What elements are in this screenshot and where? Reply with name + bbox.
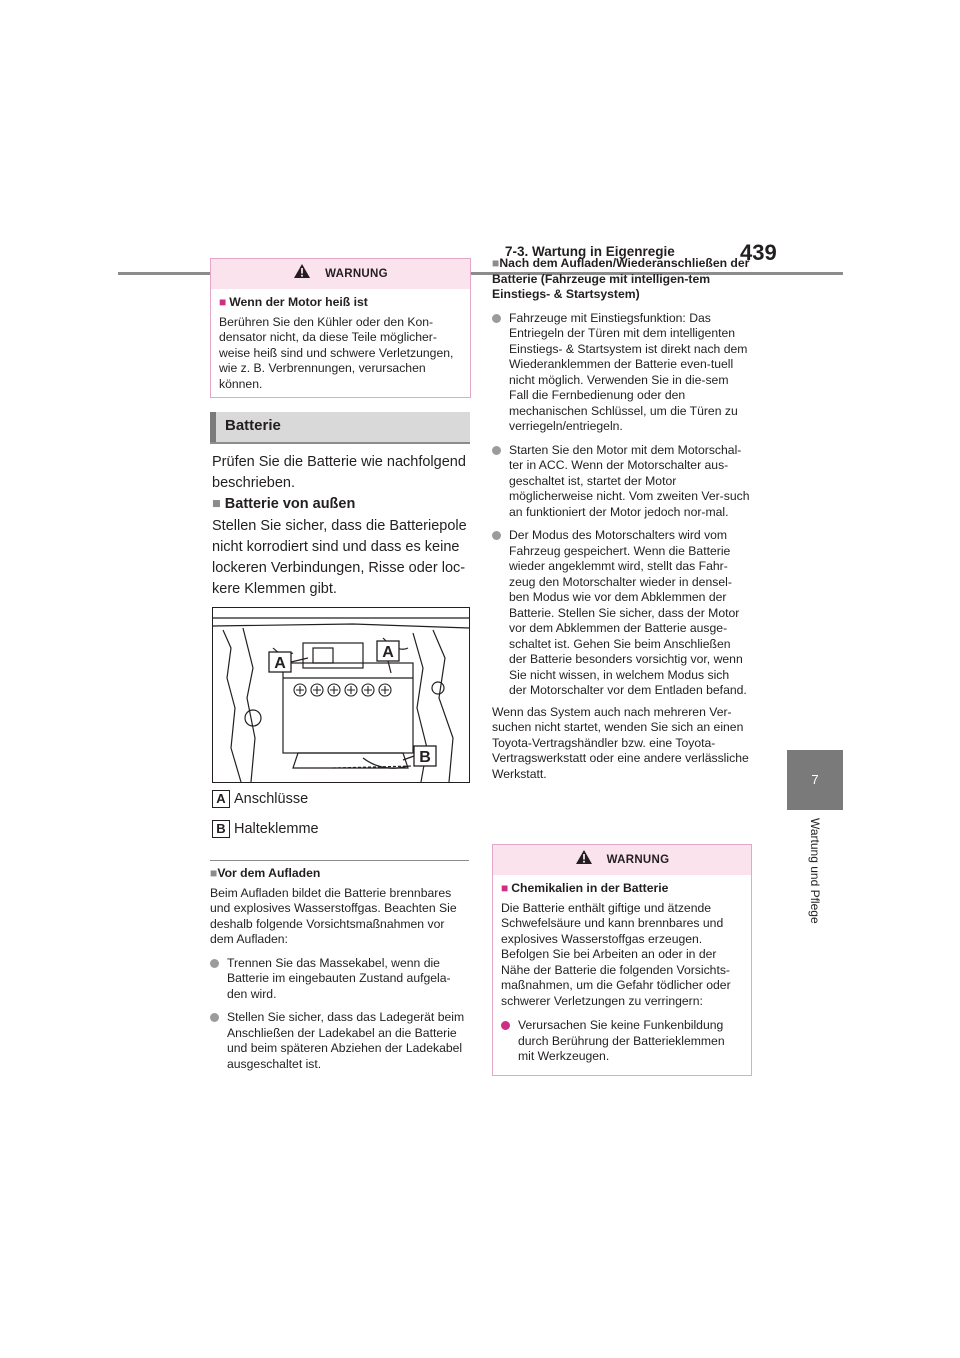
warning-body <box>493 875 751 1073</box>
list-item-text: Trennen Sie das Massekabel, wenn die Batterie im eingebauten Zustand aufgela-den wird. <box>227 955 451 1001</box>
charging-note <box>210 866 466 1072</box>
warning-title <box>219 295 462 311</box>
warning-text: Berühren Sie den Kühler oder den Kon-densator nicht, da diese Teile möglicher-weise heiß sind und schwere Verletzungen, wie z. B. Verbrennungen, verursachen können. <box>219 314 454 391</box>
list-item-text: Der Modus des Motorschalters wird vom Fahrzeug gespeichert. Wenn die Batterie wieder angeklemmt wird, stellt das Fahr-zeug den Motorschalter wieder in densel-ben Modus wie vor dem Abklemmen der Batterie. Stellen Sie sicher, dass der Motor vor dem Abklemmen der Batterie ausge-schaltet ist. Gehen Sie beim Anschließen der Batterie besonders vorsichtig vor, wenn Sie nicht wissen, in welchem Modus sich der Motorschalter vor dem Entladen befand. <box>509 528 747 697</box>
legend-item-a <box>212 789 308 810</box>
after-charging-title <box>492 256 750 303</box>
outside-text: Stellen Sie sicher, dass die Batteriepole nicht korrodiert sind und dass es keine lockeren Verbindungen, Risse oder loc-kere Klemmen gibt. <box>212 518 467 597</box>
chapter-label <box>787 818 843 958</box>
battery-illustration <box>212 607 470 783</box>
legend-text-b: Halteklemme <box>234 821 319 837</box>
list-item <box>492 443 750 521</box>
list-item <box>492 528 750 699</box>
warning-triangle-icon <box>293 263 311 279</box>
callout-a-left: A <box>274 655 286 672</box>
section-accent <box>210 412 216 442</box>
square-bullet-icon: ■ <box>501 881 509 895</box>
list-item-text: Verursachen Sie keine Funkenbildung durch Berührung der Batterieklemmen mit Werkzeugen. <box>518 1018 725 1063</box>
list-item <box>210 956 466 1003</box>
callout-b: B <box>419 749 431 766</box>
warning-body <box>211 289 470 400</box>
after-charging-note <box>492 256 750 782</box>
section-title: Batterie <box>225 417 281 434</box>
bullet-icon <box>210 959 219 968</box>
legend-key-a: A <box>212 790 230 808</box>
warning-text: Die Batterie enthält giftige und ätzende Schwefelsäure und kann brennbares und explosives Wasserstoffgas erzeugen. Befolgen Sie bei Arbeiten an oder in der Nähe der Batterie die folgenden Vorsichts-maßnahmen, um die Gefahr tödlicher oder schwerer Verletzungen zu verringern: <box>501 900 731 1008</box>
callout-a-right: A <box>382 644 394 661</box>
warning-label: WARNUNG <box>325 268 388 280</box>
page-number: 439 <box>740 240 777 265</box>
square-bullet-icon: ■ <box>210 866 218 880</box>
bullet-icon <box>492 314 501 323</box>
outside-heading <box>212 494 472 515</box>
charging-title <box>210 866 466 882</box>
bullet-icon <box>501 1021 510 1030</box>
square-bullet-icon: ■ <box>492 256 500 270</box>
bullet-icon <box>210 1013 219 1022</box>
battery-drawing <box>213 608 469 782</box>
legend-text-a: Anschlüsse <box>234 791 309 807</box>
warning-title-text: Wenn der Motor heiß ist <box>229 295 368 309</box>
warning-box-hot-engine <box>210 258 471 398</box>
legend-item-b <box>212 819 319 840</box>
divider <box>210 860 469 861</box>
after-charging-closing: Wenn das System auch nach mehreren Ver-suchen nicht startet, wenden Sie sich an einen Toyota-Vertragshändler bzw. eine Toyota-Vertragswerkstatt oder eine andere verlässliche Werkstatt. <box>492 704 749 781</box>
list-item-text: Fahrzeuge mit Einstiegsfunktion: Das Entriegeln der Türen mit dem intelligenten Einstiegs- & Startsystem ist direkt nach dem Wiederanklemmen der Batterie even-tuell nicht möglich. Verwenden Sie in die-sem Fall die Fernbedienung oder den mechanischen Schlüssel, um die Türen zu verriegeln/entriegeln. <box>509 310 748 433</box>
list-item <box>492 311 750 435</box>
warning-triangle-icon <box>575 849 593 865</box>
intro-text: Prüfen Sie die Batterie wie nachfolgend beschrieben. <box>212 454 466 491</box>
outside-heading-text: Batterie von außen <box>224 496 356 512</box>
warning-header <box>211 259 470 289</box>
section-header: 7-3. Wartung in Eigenregie <box>505 244 675 259</box>
chapter-label-text: Wartung und Pflege <box>808 818 822 924</box>
warning-title <box>501 881 743 897</box>
bullet-icon <box>492 446 501 455</box>
warning-header <box>493 845 751 875</box>
square-bullet-icon: ■ <box>219 295 227 309</box>
charging-title-text: Vor dem Aufladen <box>217 866 321 880</box>
bullet-icon <box>492 531 501 540</box>
warning-box-battery-chemicals <box>492 844 752 1076</box>
chapter-tab: 7 <box>787 750 843 810</box>
warning-label: WARNUNG <box>606 854 670 866</box>
charging-text: Beim Aufladen bildet die Batterie brennbares und explosives Wasserstoffgas. Beachten Sie deshalb folgende Vorsichtsmaßnahmen vor dem Aufladen: <box>210 885 457 946</box>
list-item-text: Stellen Sie sicher, dass das Ladegerät beim Anschließen der Ladekabel an die Batterie und beim späteren Abziehen der Ladekabel ausgeschaltet ist. <box>227 1010 465 1071</box>
list-item-text: Starten Sie den Motor mit dem Motorschal-ter in ACC. Wenn der Motorschalter aus-geschaltet ist, startet der Motor möglicherweise nicht. Vom zweiten Ver-such an funktioniert der Motor jedoch nor-mal. <box>509 442 750 519</box>
legend-key-b: B <box>212 820 230 838</box>
after-charging-title-text: Nach dem Aufladen/Wiederanschließen der Batterie (Fahrzeuge mit intelligen-tem Einstiegs- & Startsystem) <box>492 256 750 301</box>
list-item <box>210 1010 466 1072</box>
list-item <box>501 1018 743 1065</box>
warning-title-text: Chemikalien in der Batterie <box>511 881 669 895</box>
square-bullet-icon: ■ <box>212 496 221 512</box>
section-title-bar <box>210 412 470 444</box>
